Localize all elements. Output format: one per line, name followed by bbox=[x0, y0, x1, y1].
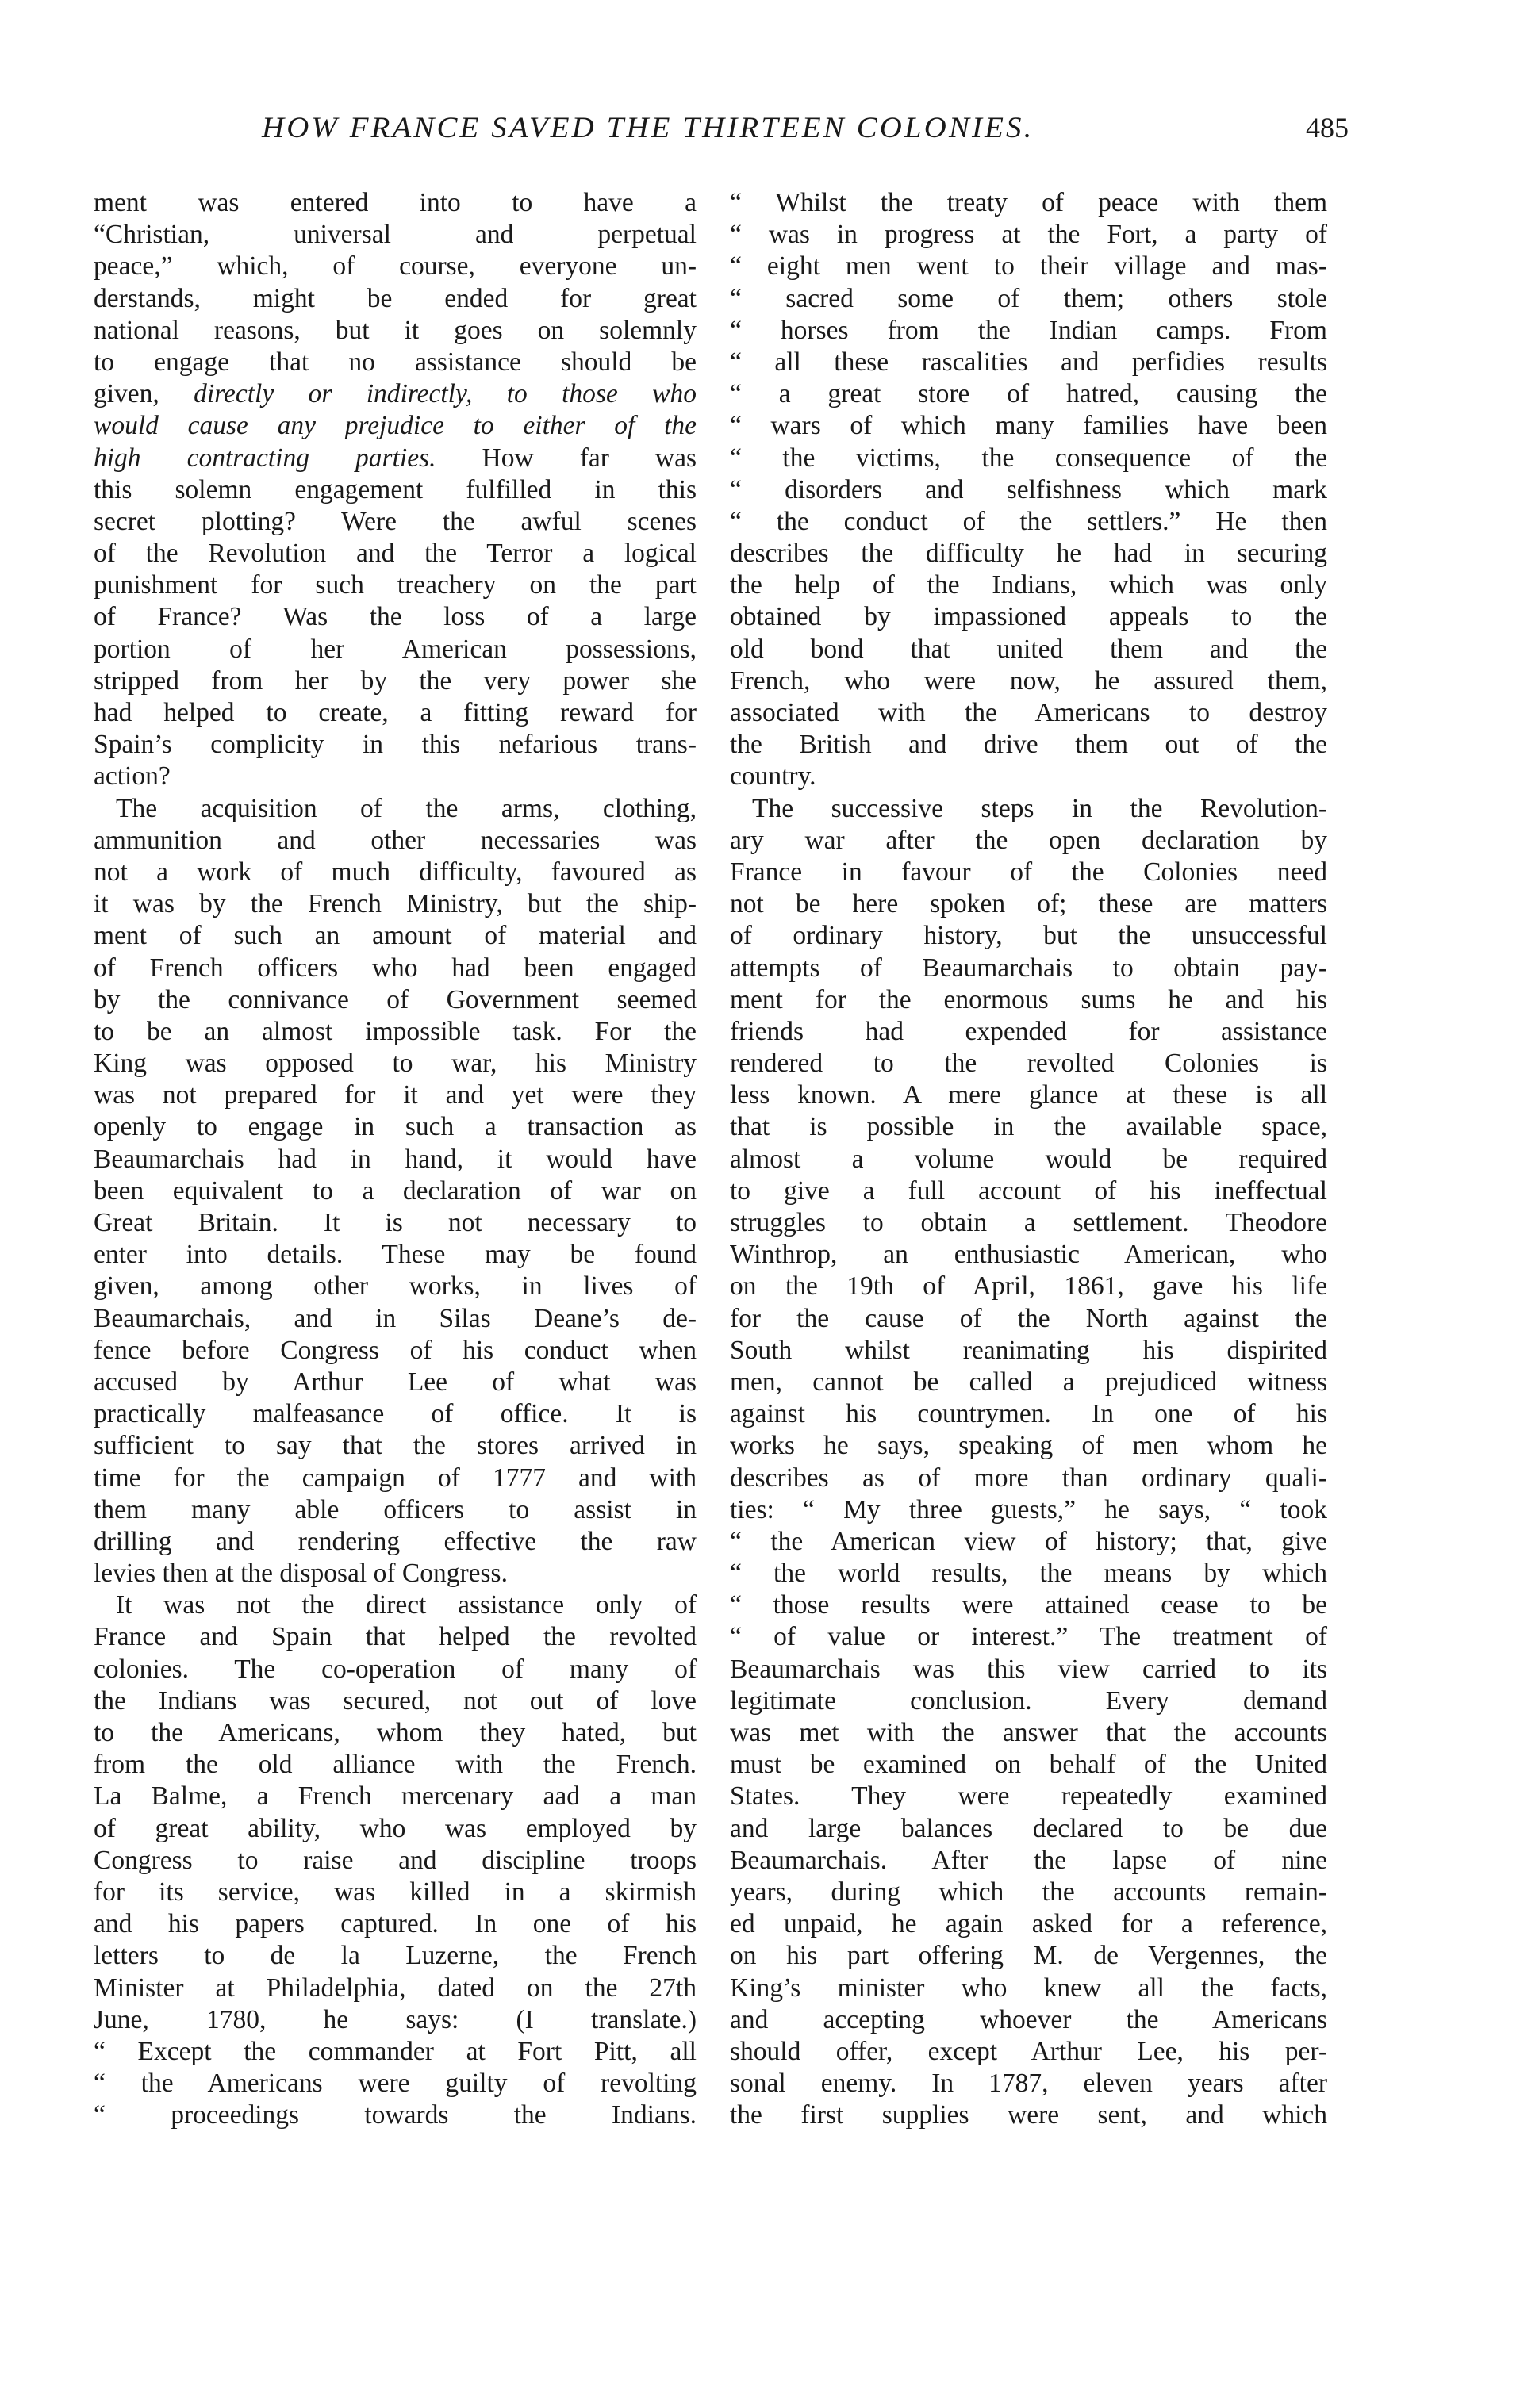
text-line: Beaumarchais, and in Silas Deane’s de- bbox=[94, 1303, 697, 1333]
text-line: punishment for such treachery on the part bbox=[94, 570, 697, 600]
text-line: against his countrymen. In one of his bbox=[730, 1399, 1327, 1429]
text-line: of ordinary history, but the unsuccessful bbox=[730, 921, 1327, 951]
text-line: for the cause of the North against the bbox=[730, 1303, 1327, 1333]
text-line: from the old alliance with the French. bbox=[94, 1750, 697, 1780]
text-line: sonal enemy. In 1787, eleven years after bbox=[730, 2069, 1327, 2099]
text-line: the help of the Indians, which was only bbox=[730, 570, 1327, 600]
text-line: of French officers who had been engaged bbox=[94, 953, 697, 983]
text-line: obtained by impassioned appeals to the bbox=[730, 602, 1327, 632]
text-line: “ eight men went to their village and mas- bbox=[730, 251, 1327, 282]
text-line: secret plotting? Were the awful scenes bbox=[94, 506, 697, 536]
text-line: levies then at the disposal of Congress. bbox=[94, 1559, 508, 1589]
text-line: ammunition and other necessaries was bbox=[94, 825, 697, 855]
text-line: and large balances declared to be due bbox=[730, 1813, 1327, 1843]
text-line: accused by Arthur Lee of what was bbox=[94, 1367, 697, 1397]
text-segment: How far was bbox=[436, 443, 697, 473]
text-line: France in favour of the Colonies need bbox=[730, 857, 1327, 887]
text-line: old bond that united them and the bbox=[730, 634, 1327, 664]
text-line: almost a volume would be required bbox=[730, 1144, 1327, 1174]
text-line: Congress to raise and discipline troops bbox=[94, 1845, 697, 1875]
text-line: “ horses from the Indian camps. From bbox=[730, 315, 1327, 345]
text-line: The acquisition of the arms, clothing, bbox=[116, 793, 697, 823]
text-line: to be an almost impossible task. For the bbox=[94, 1016, 697, 1046]
text-line: attempts of Beaumarchais to obtain pay- bbox=[730, 953, 1327, 983]
text-line: ary war after the open declaration by bbox=[730, 825, 1327, 855]
text-line: rendered to the revolted Colonies is bbox=[730, 1049, 1327, 1079]
text-line: of the Revolution and the Terror a logical bbox=[94, 539, 697, 569]
text-line: on the 19th of April, 1861, gave his life bbox=[730, 1271, 1327, 1302]
text-line: Beaumarchais had in hand, it would have bbox=[94, 1144, 697, 1174]
italic-text: directly or indirectly, to those who bbox=[194, 379, 697, 409]
text-line: French, who were now, he assured them, bbox=[730, 665, 1327, 696]
text-line: had helped to create, a fitting reward for bbox=[94, 698, 697, 727]
text-line: to engage that no assistance should be bbox=[94, 347, 697, 377]
text-line: enter into details. These may be found bbox=[94, 1240, 697, 1270]
text-line: given, among other works, in lives of bbox=[94, 1271, 697, 1302]
text-line: time for the campaign of 1777 and with bbox=[94, 1463, 697, 1493]
text-line: ties: “ My three guests,” he says, “ took bbox=[730, 1494, 1327, 1524]
text-line: describes as of more than ordinary quali- bbox=[730, 1463, 1327, 1493]
text-line: derstands, might be ended for great bbox=[94, 283, 697, 313]
text-line: sufficient to say that the stores arrived in bbox=[94, 1431, 697, 1461]
text-line: ment for the enormous sums he and his bbox=[730, 984, 1327, 1014]
text-line: “ the victims, the consequence of the bbox=[730, 443, 1327, 473]
text-line: “ was in progress at the Fort, a party of bbox=[730, 220, 1327, 250]
italic-text: would cause any prejudice to either of the bbox=[94, 411, 697, 441]
text-segment: given, bbox=[94, 379, 194, 409]
text-line: practically malfeasance of office. It is bbox=[94, 1399, 697, 1429]
text-line: ment was entered into to have a bbox=[94, 188, 697, 217]
text-line: colonies. The co-operation of many of bbox=[94, 1654, 697, 1684]
text-line: action? bbox=[94, 761, 171, 792]
text-line: that is possible in the available space, bbox=[730, 1112, 1327, 1142]
text-line: Minister at Philadelphia, dated on the 27th bbox=[94, 1973, 697, 2003]
text-line: “Christian, universal and perpetual bbox=[94, 220, 697, 250]
text-line: men, cannot be called a prejudiced witness bbox=[730, 1367, 1327, 1397]
text-line: King’s minister who knew all the facts, bbox=[730, 1973, 1327, 2003]
text-line: drilling and rendering effective the raw bbox=[94, 1526, 697, 1556]
text-line: Winthrop, an enthusiastic American, who bbox=[730, 1240, 1327, 1270]
text-line: to the Americans, whom they hated, but bbox=[94, 1718, 697, 1747]
text-line: Beaumarchais. After the lapse of nine bbox=[730, 1845, 1327, 1875]
text-line: and accepting whoever the Americans bbox=[730, 2004, 1327, 2034]
text-line: La Balme, a French mercenary aad a man bbox=[94, 1781, 697, 1812]
text-line: stripped from her by the very power she bbox=[94, 665, 697, 696]
text-line: of France? Was the loss of a large bbox=[94, 602, 697, 632]
text-line: “ the American view of history; that, give bbox=[730, 1526, 1327, 1556]
text-line: should offer, except Arthur Lee, his per- bbox=[730, 2036, 1327, 2066]
text-line: Beaumarchais was this view carried to its bbox=[730, 1654, 1327, 1684]
text-line: not a work of much difficulty, favoured as bbox=[94, 857, 697, 887]
text-line: must be examined on behalf of the United bbox=[730, 1750, 1327, 1780]
text-line: fence before Congress of his conduct when bbox=[94, 1335, 697, 1365]
text-line: national reasons, but it goes on solemnly bbox=[94, 315, 697, 345]
text-line: “ the world results, the means by which bbox=[730, 1559, 1327, 1589]
text-line: was met with the answer that the accounts bbox=[730, 1718, 1327, 1747]
text-line: “ Whilst the treaty of peace with them bbox=[730, 188, 1327, 217]
text-line: King was opposed to war, his Ministry bbox=[94, 1049, 697, 1079]
text-line: less known. A mere glance at these is all bbox=[730, 1080, 1327, 1110]
text-line: “ sacred some of them; others stole bbox=[730, 283, 1327, 313]
text-line: the British and drive them out of the bbox=[730, 730, 1327, 760]
text-line: “ a great store of hatred, causing the bbox=[730, 379, 1327, 409]
text-line: it was by the French Ministry, but the ship- bbox=[94, 889, 697, 919]
text-line: of great ability, who was employed by bbox=[94, 1813, 697, 1843]
text-line bbox=[94, 378, 697, 410]
text-line: by the connivance of Government seemed bbox=[94, 984, 697, 1014]
page-number: 485 bbox=[1306, 112, 1349, 144]
text-line: friends had expended for assistance bbox=[730, 1016, 1327, 1046]
text-line: It was not the direct assistance only of bbox=[116, 1590, 697, 1620]
text-line: this solemn engagement fulfilled in this bbox=[94, 474, 697, 504]
left-column bbox=[94, 187, 697, 2131]
text-line: Great Britain. It is not necessary to bbox=[94, 1208, 697, 1237]
text-line: describes the difficulty he had in securing bbox=[730, 539, 1327, 569]
text-line: and his papers captured. In one of his bbox=[94, 1909, 697, 1939]
text-line: works he says, speaking of men whom he bbox=[730, 1431, 1327, 1461]
text-line: June, 1780, he says: (I translate.) bbox=[94, 2004, 697, 2034]
text-line: them many able officers to assist in bbox=[94, 1494, 697, 1524]
text-line: South whilst reanimating his dispirited bbox=[730, 1335, 1327, 1365]
running-header bbox=[262, 111, 1349, 151]
right-column bbox=[730, 187, 1327, 2131]
text-line: “ Except the commander at Fort Pitt, all bbox=[94, 2036, 697, 2066]
text-line: legitimate conclusion. Every demand bbox=[730, 1685, 1327, 1716]
text-line bbox=[94, 443, 697, 474]
text-line: ment of such an amount of material and bbox=[94, 921, 697, 951]
text-line: “ the conduct of the settlers.” He then bbox=[730, 506, 1327, 536]
italic-text: high contracting parties. bbox=[94, 443, 436, 473]
text-line: the first supplies were sent, and which bbox=[730, 2100, 1327, 2130]
text-line: “ proceedings towards the Indians. bbox=[94, 2100, 697, 2130]
text-line: letters to de la Luzerne, the French bbox=[94, 1941, 697, 1971]
text-line: for its service, was killed in a skirmish bbox=[94, 1877, 697, 1907]
text-line: “ of value or interest.” The treatment of bbox=[730, 1622, 1327, 1652]
running-title: HOW FRANCE SAVED THE THIRTEEN COLONIES. bbox=[262, 112, 1034, 144]
text-line: France and Spain that helped the revolted bbox=[94, 1622, 697, 1652]
text-line: on his part offering M. de Vergennes, the bbox=[730, 1941, 1327, 1971]
text-line: “ wars of which many families have been bbox=[730, 411, 1327, 441]
text-line: States. They were repeatedly examined bbox=[730, 1781, 1327, 1812]
text-line: “ those results were attained cease to be bbox=[730, 1590, 1327, 1620]
text-line: associated with the Americans to destroy bbox=[730, 698, 1327, 727]
text-line: been equivalent to a declaration of war on bbox=[94, 1175, 697, 1206]
text-line: “ disorders and selfishness which mark bbox=[730, 474, 1327, 504]
text-line: openly to engage in such a transaction as bbox=[94, 1112, 697, 1142]
text-line: “ all these rascalities and perfidies results bbox=[730, 347, 1327, 377]
text-line: ed unpaid, he again asked for a reference, bbox=[730, 1909, 1327, 1939]
text-line: to give a full account of his ineffectual bbox=[730, 1175, 1327, 1206]
text-line: not be here spoken of; these are matters bbox=[730, 889, 1327, 919]
text-line bbox=[94, 410, 697, 442]
text-line: portion of her American possessions, bbox=[94, 634, 697, 664]
text-line: the Indians was secured, not out of love bbox=[94, 1685, 697, 1716]
text-line: peace,” which, of course, everyone un- bbox=[94, 251, 697, 282]
text-line: was not prepared for it and yet were they bbox=[94, 1080, 697, 1110]
text-line: country. bbox=[730, 761, 816, 792]
text-line: The successive steps in the Revolution- bbox=[752, 793, 1327, 823]
text-line: “ the Americans were guilty of revolting bbox=[94, 2069, 697, 2099]
text-line: Spain’s complicity in this nefarious trans- bbox=[94, 730, 697, 760]
text-line: struggles to obtain a settlement. Theodore bbox=[730, 1208, 1327, 1237]
text-line: years, during which the accounts remain- bbox=[730, 1877, 1327, 1907]
